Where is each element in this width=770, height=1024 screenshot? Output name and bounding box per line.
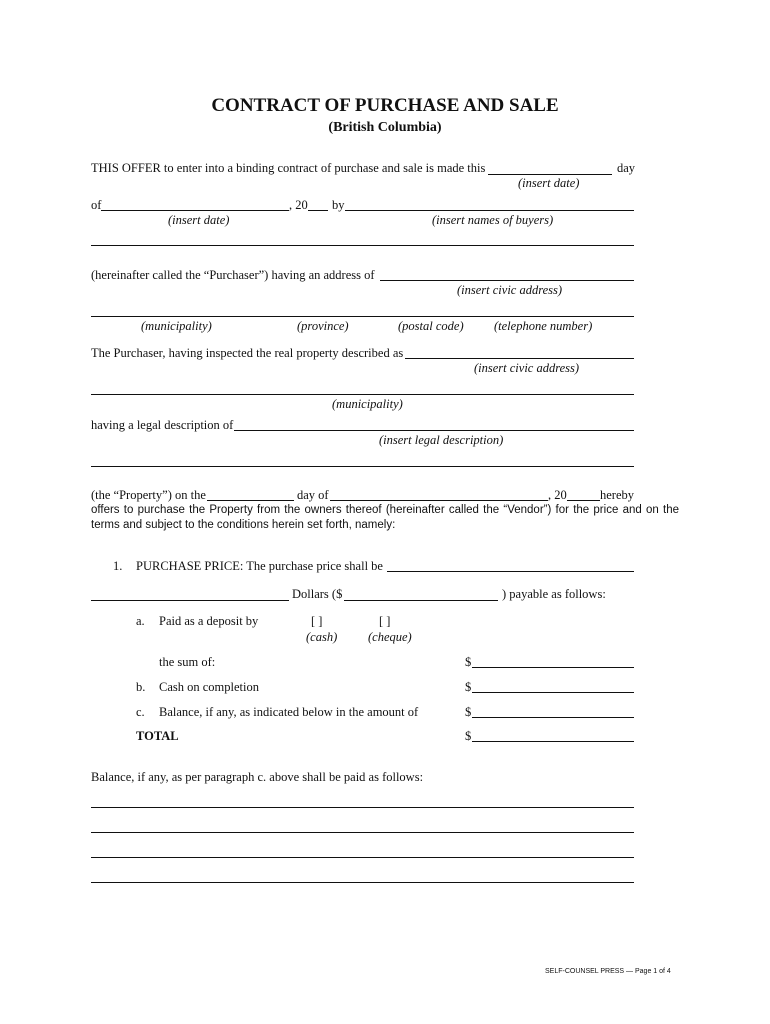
year-label: , 20: [289, 198, 308, 212]
offer-text: THIS OFFER to enter into a binding contract of purchase and sale is made this: [91, 161, 486, 175]
property-inspected-text: The Purchaser, having inspected the real property described as: [91, 346, 404, 360]
balance-paid-text: Balance, if any, as per paragraph c. above shall be paid as follows:: [91, 770, 424, 784]
property-address-field[interactable]: [405, 358, 634, 359]
buyers-field-2[interactable]: [91, 245, 634, 246]
legal-description-field[interactable]: [234, 430, 634, 431]
balance-amount-field[interactable]: [472, 717, 634, 718]
of-label: of: [91, 198, 102, 212]
postal-code-hint: (postal code): [398, 319, 464, 333]
purchaser-address-text: (hereinafter called the “Purchaser”) having an address of: [91, 268, 375, 282]
property-on-text: (the “Property”) on the: [91, 488, 206, 502]
clause-number: 1.: [113, 559, 123, 573]
purchase-price-words-field[interactable]: [387, 571, 634, 572]
item-a-letter: a.: [136, 614, 145, 628]
dollar-sign-balance: $: [465, 705, 472, 719]
page-subtitle: (British Columbia): [328, 120, 442, 135]
offer-year-field[interactable]: [308, 210, 328, 211]
purchase-price-words-field-2[interactable]: [91, 600, 289, 601]
item-b-letter: b.: [136, 680, 146, 694]
balance-amount-text: Balance, if any, as indicated below in the amount of: [159, 705, 419, 719]
day-of-label: day of: [297, 488, 329, 502]
balance-line-1[interactable]: [91, 807, 634, 808]
municipality-hint-2: (municipality): [332, 397, 403, 411]
municipality-hint: (municipality): [141, 319, 212, 333]
purchaser-address-field-2[interactable]: [91, 316, 634, 317]
offers-paragraph: offers to purchase the Property from the owners thereof (hereinafter called the “Vendor”) for the price and on the terms and subject to the conditions herein set forth, namely:: [91, 504, 679, 531]
purchaser-address-field[interactable]: [380, 280, 634, 281]
property-month-field[interactable]: [330, 500, 548, 501]
cash-label: (cash): [306, 630, 338, 644]
total-label: TOTAL: [136, 729, 179, 743]
by-label: by: [332, 198, 345, 212]
hereby-label: hereby: [600, 488, 635, 502]
offer-date-field[interactable]: [488, 174, 612, 175]
buyers-field[interactable]: [345, 210, 634, 211]
purchase-price-text: PURCHASE PRICE: The purchase price shall be: [136, 559, 383, 573]
page-footer: SELF-COUNSEL PRESS — Page 1 of 4: [545, 968, 671, 975]
cash-completion-field[interactable]: [472, 692, 634, 693]
offer-month-field[interactable]: [101, 210, 289, 211]
deposit-text: Paid as a deposit by: [159, 614, 259, 628]
dollars-label: Dollars ($: [292, 587, 343, 601]
property-year-field[interactable]: [567, 500, 600, 501]
province-hint: (province): [297, 319, 349, 333]
insert-civic-hint: (insert civic address): [457, 283, 563, 297]
day-label: day: [617, 161, 636, 175]
insert-legal-hint: (insert legal description): [379, 433, 504, 447]
cash-checkbox[interactable]: [ ]: [311, 614, 323, 628]
cheque-checkbox[interactable]: [ ]: [379, 614, 391, 628]
year-label-2: , 20: [548, 488, 567, 502]
insert-civic-hint-2: (insert civic address): [474, 361, 580, 375]
insert-date-hint-2: (insert date): [168, 213, 230, 227]
cheque-label: (cheque): [368, 630, 412, 644]
dollar-sign-total: $: [465, 729, 472, 743]
property-address-field-2[interactable]: [91, 394, 634, 395]
balance-line-3[interactable]: [91, 857, 634, 858]
balance-line-2[interactable]: [91, 832, 634, 833]
property-day-field[interactable]: [207, 500, 294, 501]
balance-line-4[interactable]: [91, 882, 634, 883]
insert-date-hint: (insert date): [518, 176, 580, 190]
dollar-sign-cash: $: [465, 680, 472, 694]
deposit-amount-field[interactable]: [472, 667, 634, 668]
purchase-price-amount-field[interactable]: [344, 600, 498, 601]
sum-of-label: the sum of:: [159, 655, 216, 669]
cash-on-completion-text: Cash on completion: [159, 680, 259, 694]
item-c-letter: c.: [136, 705, 145, 719]
legal-description-field-2[interactable]: [91, 466, 634, 467]
telephone-hint: (telephone number): [494, 319, 593, 333]
legal-description-text: having a legal description of: [91, 418, 234, 432]
insert-buyers-hint: (insert names of buyers): [432, 213, 554, 227]
payable-label: ) payable as follows:: [502, 587, 606, 601]
page-title: CONTRACT OF PURCHASE AND SALE: [211, 95, 559, 116]
total-amount-field[interactable]: [472, 741, 634, 742]
dollar-sign-deposit: $: [465, 655, 472, 669]
